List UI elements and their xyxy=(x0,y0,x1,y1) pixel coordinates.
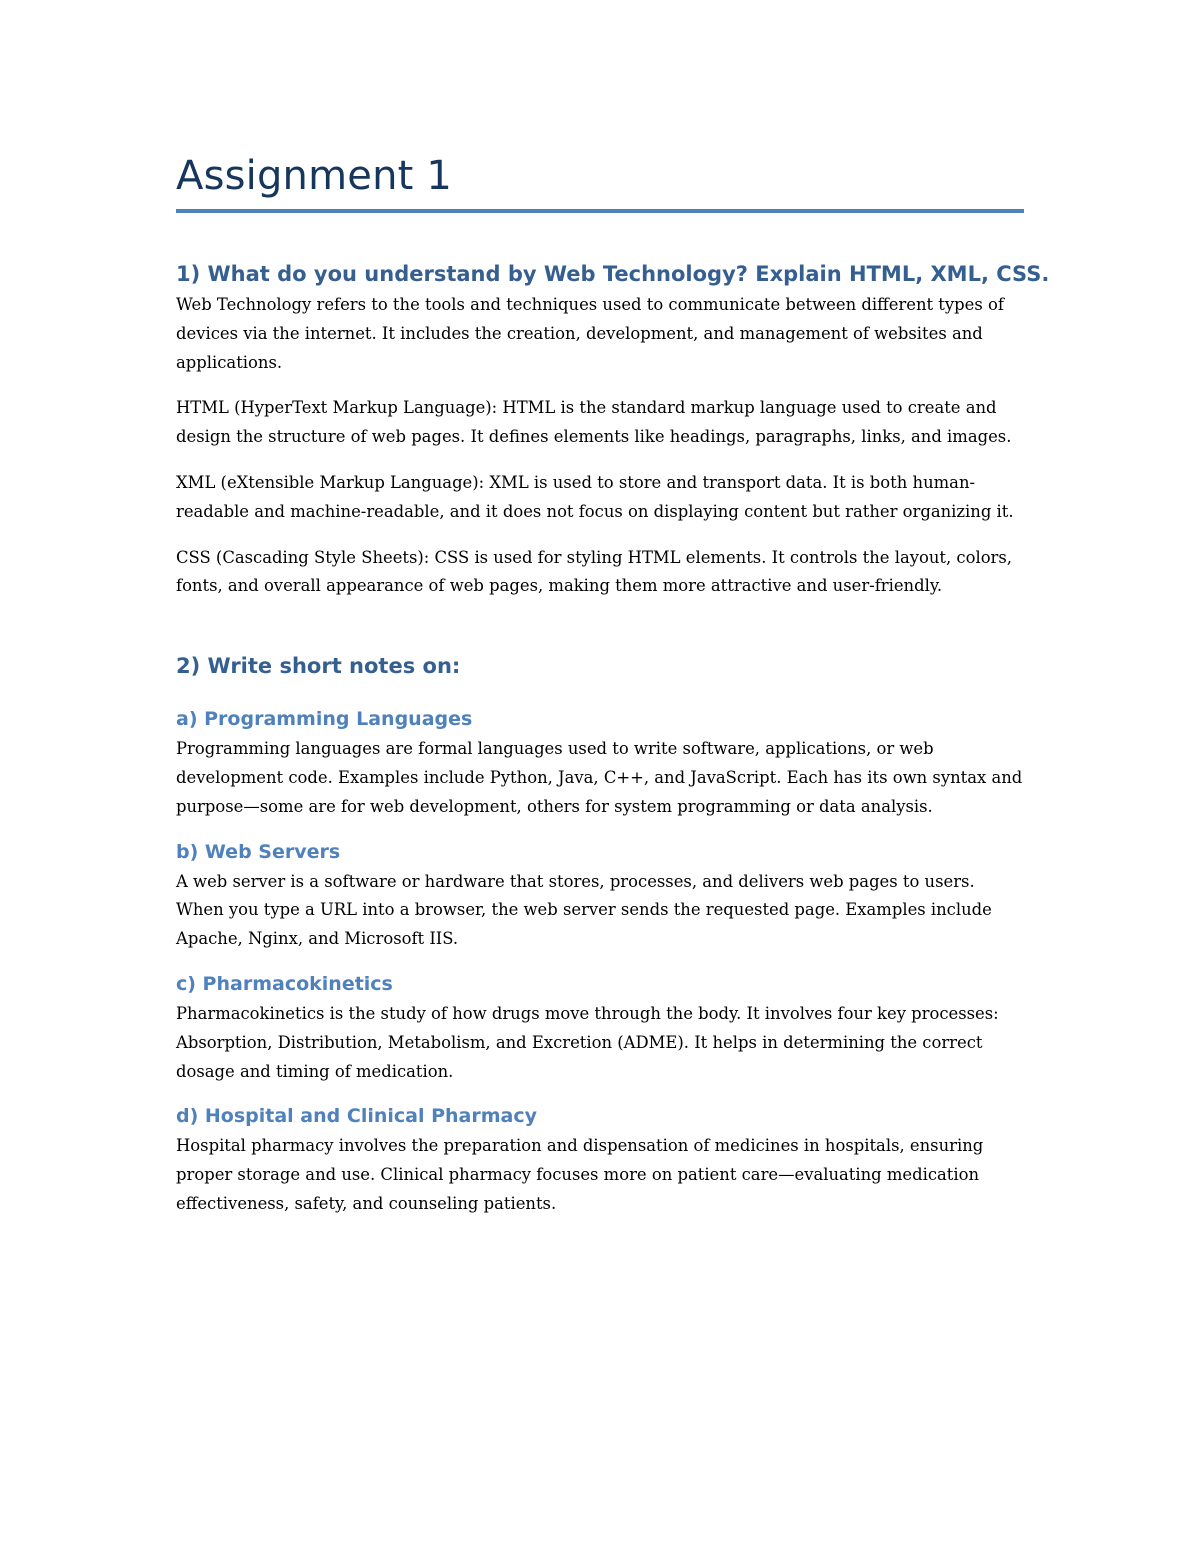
question-2-heading: 2) Write short notes on: xyxy=(176,654,461,679)
css-paragraph: CSS (Cascading Style Sheets): CSS is used for styling HTML elements. It controls the layout, colors, fonts, and overall appearance of web pages, making them more attractive and user-friendly. xyxy=(176,547,1013,596)
question-1-heading: 1) What do you understand by Web Technology? Explain HTML, XML, CSS. xyxy=(176,262,1050,286)
html-paragraph: HTML (HyperText Markup Language): HTML is the standard markup language used to create and design the structure of web pages. It defines elements like headings, paragraphs, links, and images. xyxy=(176,398,1012,447)
note-text-pharmacokinetics: Pharmacokinetics is the study of how drugs move through the body. It involves four key processes: Absorption, Distribution, Metabolism, and Excretion (ADME). It helps in determining the correct dosage and timing of medication. xyxy=(176,1003,999,1081)
note-text-web-servers: A web server is a software or hardware that stores, processes, and delivers web pages to users. When you type a URL into a browser, the web server sends the requested page. Examples include Apache, Nginx, and Microsoft IIS. xyxy=(176,871,992,949)
note-text-hospital-clinical-pharmacy: Hospital pharmacy involves the preparation and dispensation of medicines in hospitals, ensuring proper storage and use. Clinical pharmacy focuses more on patient care—evaluating medication effectiveness, safety, and counseling patients. xyxy=(176,1136,984,1213)
note-heading-hospital-clinical-pharmacy: d) Hospital and Clinical Pharmacy xyxy=(176,1105,537,1128)
web-technology-paragraph: Web Technology refers to the tools and techniques used to communicate between different types of devices via the internet. It includes the creation, development, and management of websites and applications. xyxy=(176,295,1004,372)
note-heading-web-servers: b) Web Servers xyxy=(176,840,341,863)
note-heading-pharmacokinetics: c) Pharmacokinetics xyxy=(176,972,393,995)
title-underline-divider xyxy=(176,209,1024,213)
note-text-programming-languages: Programming languages are formal languages used to write software, applications, or web development code. Examples include Python, Java, C++, and JavaScript. Each has its own syntax and purpose—some are for web development, others for system programming or data analysis. xyxy=(176,739,1023,816)
document-title: Assignment 1 xyxy=(176,153,453,199)
xml-paragraph: XML (eXtensible Markup Language): XML is used to store and transport data. It is both human-readable and machine-readable, and it does not focus on displaying content but rather organizing it. xyxy=(176,472,1014,521)
document-body xyxy=(176,150,1050,1219)
note-heading-programming-languages: a) Programming Languages xyxy=(176,708,473,731)
